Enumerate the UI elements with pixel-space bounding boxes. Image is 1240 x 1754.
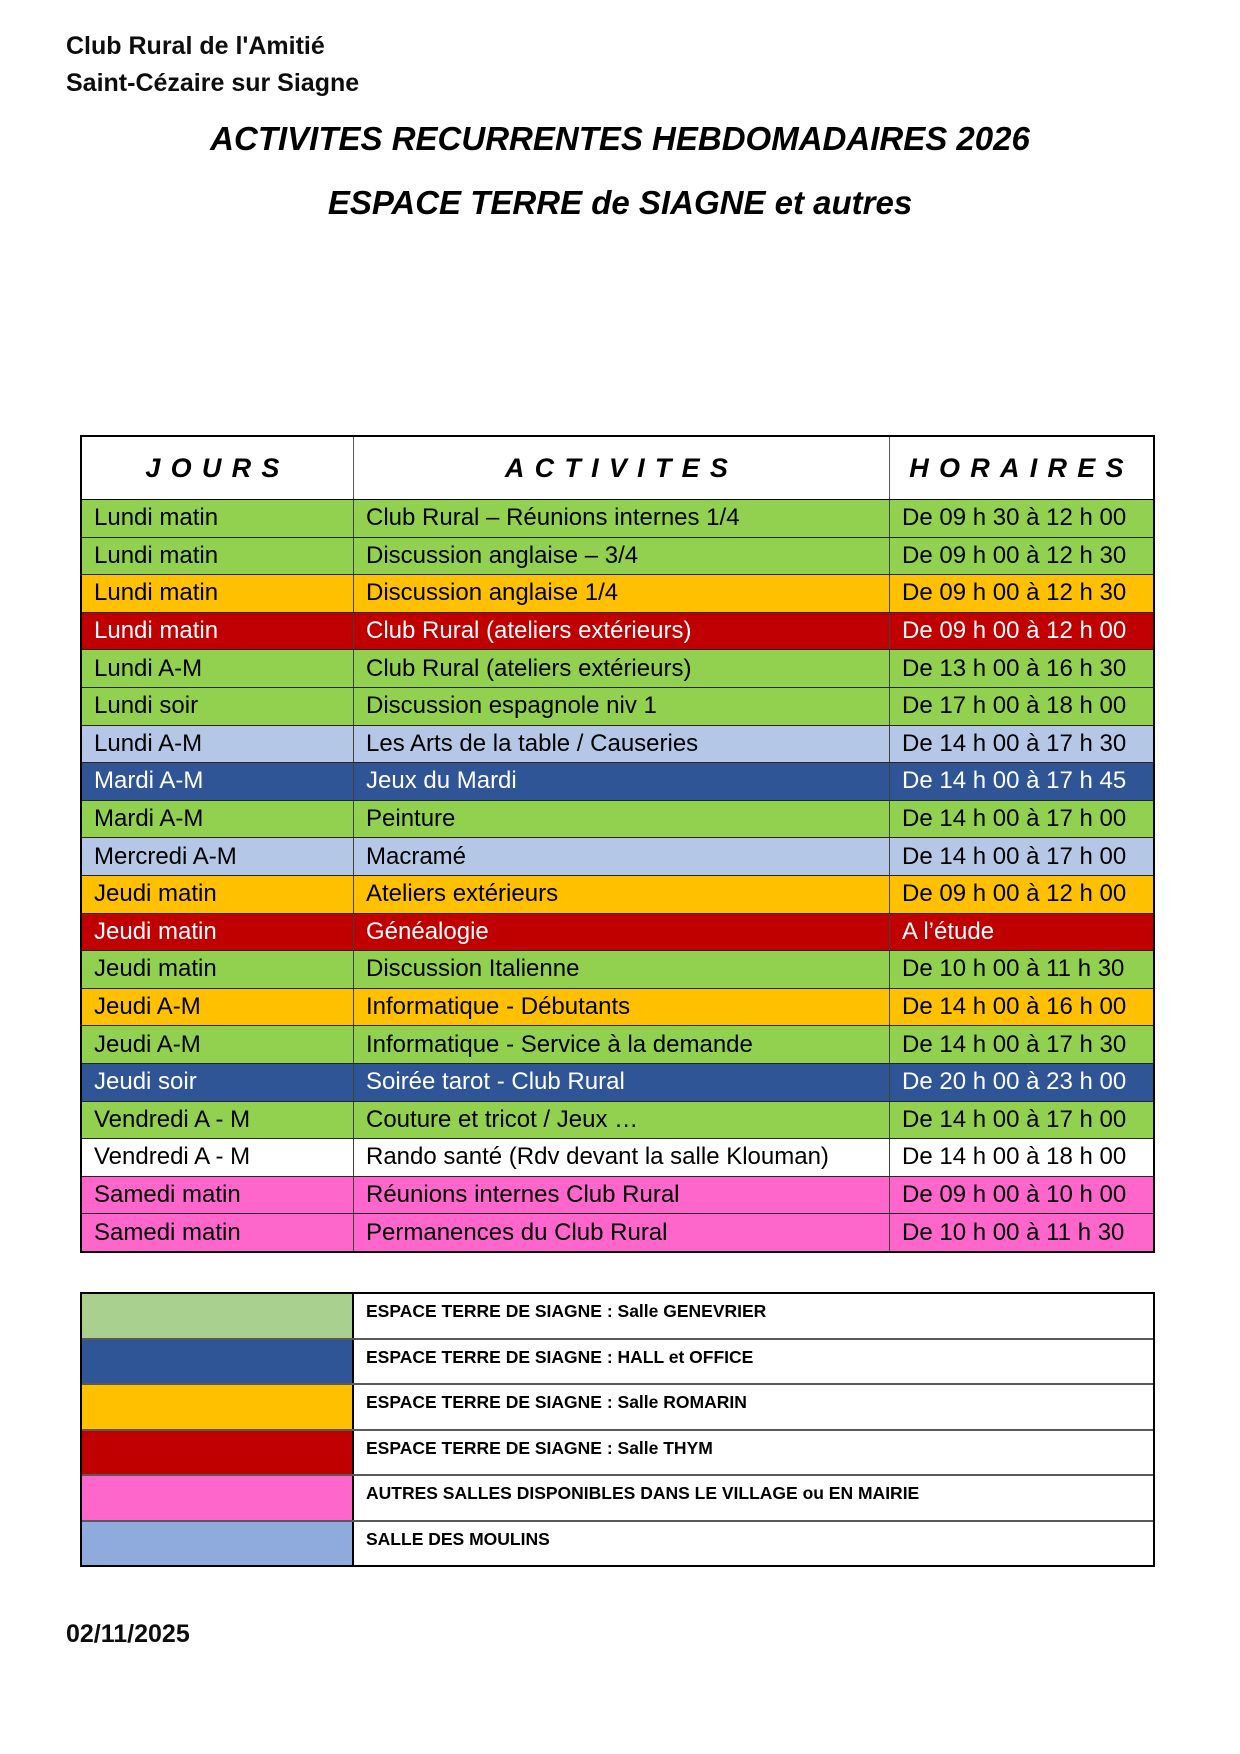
day-cell: Jeudi matin — [82, 914, 354, 951]
org-name: Club Rural de l'Amitié — [66, 32, 325, 60]
legend-label: ESPACE TERRE DE SIAGNE : Salle GENEVRIER — [366, 1301, 767, 1321]
legend-label: SALLE DES MOULINS — [366, 1528, 550, 1549]
legend-color-swatch — [82, 1476, 354, 1520]
day-cell: Jeudi A-M — [82, 1026, 354, 1063]
column-header-horaires: HORAIRES — [890, 437, 1153, 499]
day-cell: Mardi A-M — [82, 801, 354, 838]
time-cell: De 10 h 00 à 11 h 30 — [890, 1214, 1153, 1251]
day-cell: Mardi A-M — [82, 763, 354, 800]
time-cell: De 09 h 00 à 12 h 30 — [890, 538, 1153, 575]
legend-row — [82, 1520, 1153, 1566]
activity-cell: Club Rural – Réunions internes 1/4 — [354, 500, 890, 537]
time-cell: De 20 h 00 à 23 h 00 — [890, 1064, 1153, 1101]
table-row — [82, 649, 1153, 687]
time-cell: De 14 h 00 à 16 h 00 — [890, 989, 1153, 1026]
time-cell: De 14 h 00 à 17 h 30 — [890, 1026, 1153, 1063]
day-cell: Samedi matin — [82, 1214, 354, 1251]
day-cell: Jeudi matin — [82, 876, 354, 913]
table-row — [82, 612, 1153, 650]
day-cell: Lundi matin — [82, 538, 354, 575]
day-cell: Lundi matin — [82, 613, 354, 650]
org-location: Saint-Cézaire sur Siagne — [66, 69, 360, 97]
legend-color-swatch — [82, 1385, 354, 1429]
legend-label: ESPACE TERRE DE SIAGNE : Salle ROMARIN — [366, 1392, 747, 1412]
table-row — [82, 574, 1153, 612]
activity-cell: Les Arts de la table / Causeries — [354, 726, 890, 763]
legend-label: AUTRES SALLES DISPONIBLES DANS LE VILLAGE ou EN MAIRIE — [366, 1483, 920, 1503]
table-row — [82, 687, 1153, 725]
table-row — [82, 1101, 1153, 1139]
table-row — [82, 500, 1153, 537]
schedule-rows — [82, 500, 1153, 1251]
table-row — [82, 988, 1153, 1026]
activity-cell: Discussion Italienne — [354, 951, 890, 988]
column-header-activites: ACTIVITES — [354, 437, 890, 499]
activity-cell: Couture et tricot / Jeux … — [354, 1102, 890, 1139]
time-cell: De 09 h 30 à 12 h 00 — [890, 500, 1153, 537]
time-cell: De 10 h 00 à 11 h 30 — [890, 951, 1153, 988]
day-cell: Vendredi A - M — [82, 1102, 354, 1139]
time-cell: De 14 h 00 à 17 h 00 — [890, 801, 1153, 838]
time-cell: De 14 h 00 à 17 h 00 — [890, 1102, 1153, 1139]
activity-cell: Club Rural (ateliers extérieurs) — [354, 650, 890, 687]
table-row — [82, 800, 1153, 838]
legend-color-swatch — [82, 1294, 354, 1338]
activity-cell: Discussion anglaise 1/4 — [354, 575, 890, 612]
legend-table — [80, 1292, 1155, 1567]
day-cell: Samedi matin — [82, 1177, 354, 1214]
activity-cell: Macramé — [354, 838, 890, 875]
time-cell: De 14 h 00 à 17 h 45 — [890, 763, 1153, 800]
activity-cell: Généalogie — [354, 914, 890, 951]
table-row — [82, 837, 1153, 875]
legend-color-swatch — [82, 1522, 354, 1566]
table-row — [82, 1176, 1153, 1214]
day-cell: Jeudi matin — [82, 951, 354, 988]
activity-cell: Soirée tarot - Club Rural — [354, 1064, 890, 1101]
day-cell: Lundi matin — [82, 500, 354, 537]
day-cell: Vendredi A - M — [82, 1139, 354, 1176]
time-cell: De 14 h 00 à 17 h 00 — [890, 838, 1153, 875]
time-cell: De 17 h 00 à 18 h 00 — [890, 688, 1153, 725]
table-row — [82, 725, 1153, 763]
table-row — [82, 1025, 1153, 1063]
activity-cell: Ateliers extérieurs — [354, 876, 890, 913]
time-cell: A l’étude — [890, 914, 1153, 951]
table-row — [82, 537, 1153, 575]
time-cell: De 13 h 00 à 16 h 30 — [890, 650, 1153, 687]
column-header-jours: JOURS — [82, 437, 354, 499]
activity-cell: Peinture — [354, 801, 890, 838]
day-cell: Lundi A-M — [82, 650, 354, 687]
legend-label: ESPACE TERRE DE SIAGNE : Salle THYM — [366, 1437, 713, 1458]
activity-cell: Rando santé (Rdv devant la salle Klouman) — [354, 1139, 890, 1176]
time-cell: De 09 h 00 à 12 h 30 — [890, 575, 1153, 612]
footer-date: 02/11/2025 — [66, 1620, 190, 1648]
activity-cell: Discussion espagnole niv 1 — [354, 688, 890, 725]
activity-cell: Club Rural (ateliers extérieurs) — [354, 613, 890, 650]
legend-row — [82, 1429, 1153, 1475]
day-cell: Lundi A-M — [82, 726, 354, 763]
activity-cell: Informatique - Service à la demande — [354, 1026, 890, 1063]
activity-cell: Informatique - Débutants — [354, 989, 890, 1026]
legend-color-swatch — [82, 1431, 354, 1475]
table-row — [82, 875, 1153, 913]
organization-header — [66, 28, 359, 102]
activity-cell: Jeux du Mardi — [354, 763, 890, 800]
activity-cell: Discussion anglaise – 3/4 — [354, 538, 890, 575]
table-row — [82, 950, 1153, 988]
legend-label: ESPACE TERRE DE SIAGNE : HALL et OFFICE — [366, 1346, 754, 1367]
legend-row — [82, 1383, 1153, 1429]
legend-row — [82, 1338, 1153, 1384]
legend-color-swatch — [82, 1340, 354, 1384]
time-cell: De 09 h 00 à 10 h 00 — [890, 1177, 1153, 1214]
day-cell: Lundi soir — [82, 688, 354, 725]
day-cell: Jeudi A-M — [82, 989, 354, 1026]
time-cell: De 14 h 00 à 18 h 00 — [890, 1139, 1153, 1176]
activity-cell: Réunions internes Club Rural — [354, 1177, 890, 1214]
title-block — [0, 120, 1240, 222]
table-row — [82, 1213, 1153, 1251]
legend-row — [82, 1294, 1153, 1338]
table-row — [82, 1138, 1153, 1176]
day-cell: Mercredi A-M — [82, 838, 354, 875]
legend-row — [82, 1474, 1153, 1520]
table-row — [82, 762, 1153, 800]
day-cell: Lundi matin — [82, 575, 354, 612]
day-cell: Jeudi soir — [82, 1064, 354, 1101]
document-title: ACTIVITES RECURRENTES HEBDOMADAIRES 2026 — [210, 120, 1030, 157]
time-cell: De 14 h 00 à 17 h 30 — [890, 726, 1153, 763]
time-cell: De 09 h 00 à 12 h 00 — [890, 876, 1153, 913]
table-row — [82, 913, 1153, 951]
activity-cell: Permanences du Club Rural — [354, 1214, 890, 1251]
time-cell: De 09 h 00 à 12 h 00 — [890, 613, 1153, 650]
schedule-table — [80, 435, 1155, 1253]
table-row — [82, 1063, 1153, 1101]
document-subtitle: ESPACE TERRE de SIAGNE et autres — [327, 184, 913, 221]
table-header-row — [82, 437, 1153, 500]
